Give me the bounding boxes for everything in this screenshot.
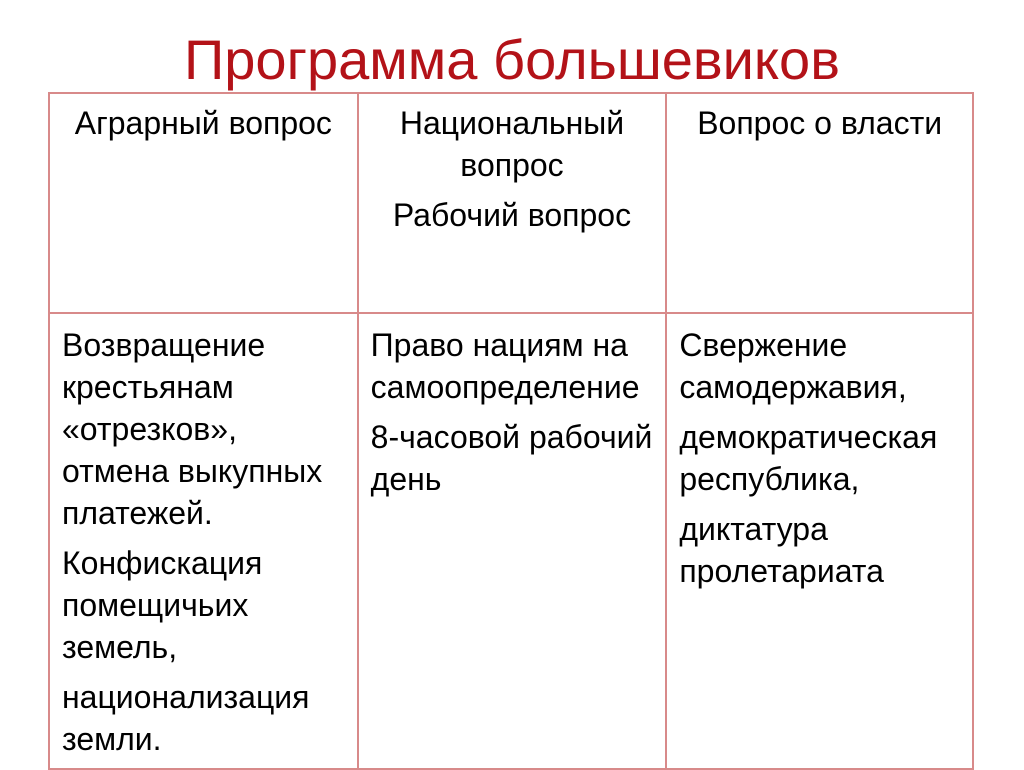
- cell-agrarian-program: [49, 313, 358, 769]
- table-header-row: [49, 93, 973, 313]
- header-national-and-labor-question: [358, 93, 667, 313]
- cell-paragraph: Право нациям на самоопределение: [370, 327, 640, 405]
- table-row: [49, 313, 973, 769]
- cell-paragraph: Возвращение крестьянам «отрезков», отмена выкупных платежей.: [62, 327, 323, 531]
- cell-power-program: [666, 313, 973, 769]
- header-text: Аграрный вопрос: [74, 105, 332, 141]
- cell-paragraph: Свержение самодержавия,: [679, 327, 907, 405]
- cell-national-labor-program: [358, 313, 667, 769]
- header-agrarian-question: [49, 93, 358, 313]
- cell-paragraph: демократическая республика,: [679, 419, 938, 497]
- program-table: [48, 92, 974, 770]
- cell-paragraph: диктатура пролетариата: [679, 511, 884, 589]
- header-text: Национальный вопрос: [399, 105, 625, 183]
- header-power-question: [666, 93, 973, 313]
- cell-paragraph: 8-часовой рабочий день: [370, 419, 653, 497]
- page-title: Программа большевиков: [184, 28, 840, 91]
- header-text: Рабочий вопрос: [392, 197, 632, 233]
- cell-paragraph: национализация земли.: [62, 679, 310, 757]
- cell-paragraph: Конфискация помещичьих земель,: [62, 545, 263, 665]
- header-text: Вопрос о власти: [697, 105, 943, 141]
